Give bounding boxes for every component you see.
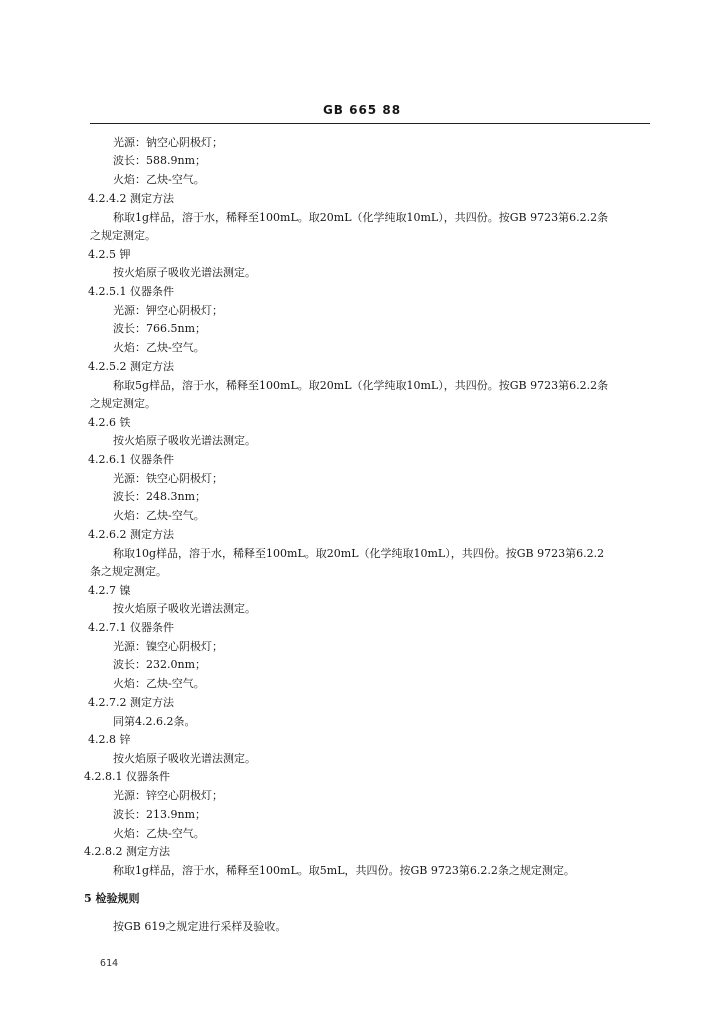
text-line: 波长：588.9nm； xyxy=(113,154,207,167)
section-heading: 4.2.8.1 仪器条件 xyxy=(84,770,170,783)
section-heading: 4.2.8 锌 xyxy=(88,733,131,746)
text-line: 按GB 619之规定进行采样及验收。 xyxy=(113,920,287,933)
page-number: 614 xyxy=(100,958,119,969)
section-heading: 4.2.5.2 测定方法 xyxy=(88,360,174,373)
text-line: 火焰：乙炔-空气。 xyxy=(113,827,205,840)
text-line: 火焰：乙炔-空气。 xyxy=(113,173,205,186)
text-line: 光源：锌空心阴极灯； xyxy=(113,789,223,802)
text-line: 按火焰原子吸收光谱法测定。 xyxy=(113,434,256,447)
text-line: 称取1g样品，溶于水，稀释至100mL。取20mL（化学纯取10mL），共四份。按GB 9723第6.2.2条 xyxy=(113,211,609,224)
text-line: 光源：铁空心阴极灯； xyxy=(113,472,223,485)
section-heading: 4.2.6.2 测定方法 xyxy=(88,528,174,541)
text-line: 条之规定测定。 xyxy=(90,565,167,578)
text-line: 光源：钠空心阴极灯； xyxy=(113,136,223,149)
text-line: 光源：镍空心阴极灯； xyxy=(113,640,223,653)
header-rule xyxy=(90,123,650,124)
text-line: 按火焰原子吸收光谱法测定。 xyxy=(113,602,256,615)
section-heading: 4.2.6 铁 xyxy=(88,416,131,429)
text-line: 按火焰原子吸收光谱法测定。 xyxy=(113,266,256,279)
text-line: 火焰：乙炔-空气。 xyxy=(113,509,205,522)
text-line: 同第4.2.6.2条。 xyxy=(113,715,196,728)
text-line: 波长：248.3nm； xyxy=(113,490,207,503)
chapter-heading: 5 检验规则 xyxy=(84,892,140,905)
text-line: 光源：钾空心阴极灯； xyxy=(113,304,223,317)
text-line: 之规定测定。 xyxy=(90,397,156,410)
section-heading: 4.2.7.1 仪器条件 xyxy=(88,621,174,634)
section-heading: 4.2.8.2 测定方法 xyxy=(84,845,170,858)
section-heading: 4.2.7 镍 xyxy=(88,584,131,597)
text-line: 火焰：乙炔-空气。 xyxy=(113,677,205,690)
text-line: 称取5g样品，溶于水，稀释至100mL。取20mL（化学纯取10mL），共四份。按GB 9723第6.2.2条 xyxy=(113,379,609,392)
text-line: 波长：766.5nm； xyxy=(113,322,207,335)
section-heading: 4.2.4.2 测定方法 xyxy=(88,192,174,205)
text-line: 火焰：乙炔-空气。 xyxy=(113,341,205,354)
page-header: GB 665 88 xyxy=(322,103,402,117)
text-line: 波长：213.9nm； xyxy=(113,808,207,821)
text-line: 波长：232.0nm； xyxy=(113,658,207,671)
section-heading: 4.2.7.2 测定方法 xyxy=(88,696,174,709)
text-line: 称取10g样品，溶于水，稀释至100mL。取20mL（化学纯取10mL），共四份。按GB 9723第6.2.2 xyxy=(113,547,605,560)
section-heading: 4.2.5.1 仪器条件 xyxy=(88,285,174,298)
section-heading: 4.2.5 钾 xyxy=(88,248,131,261)
text-line: 称取1g样品，溶于水，稀释至100mL。取5mL，共四份。按GB 9723第6.2.2条之规定测定。 xyxy=(113,864,575,877)
text-line: 按火焰原子吸收光谱法测定。 xyxy=(113,752,256,765)
text-line: 之规定测定。 xyxy=(90,229,156,242)
section-heading: 4.2.6.1 仪器条件 xyxy=(88,453,174,466)
